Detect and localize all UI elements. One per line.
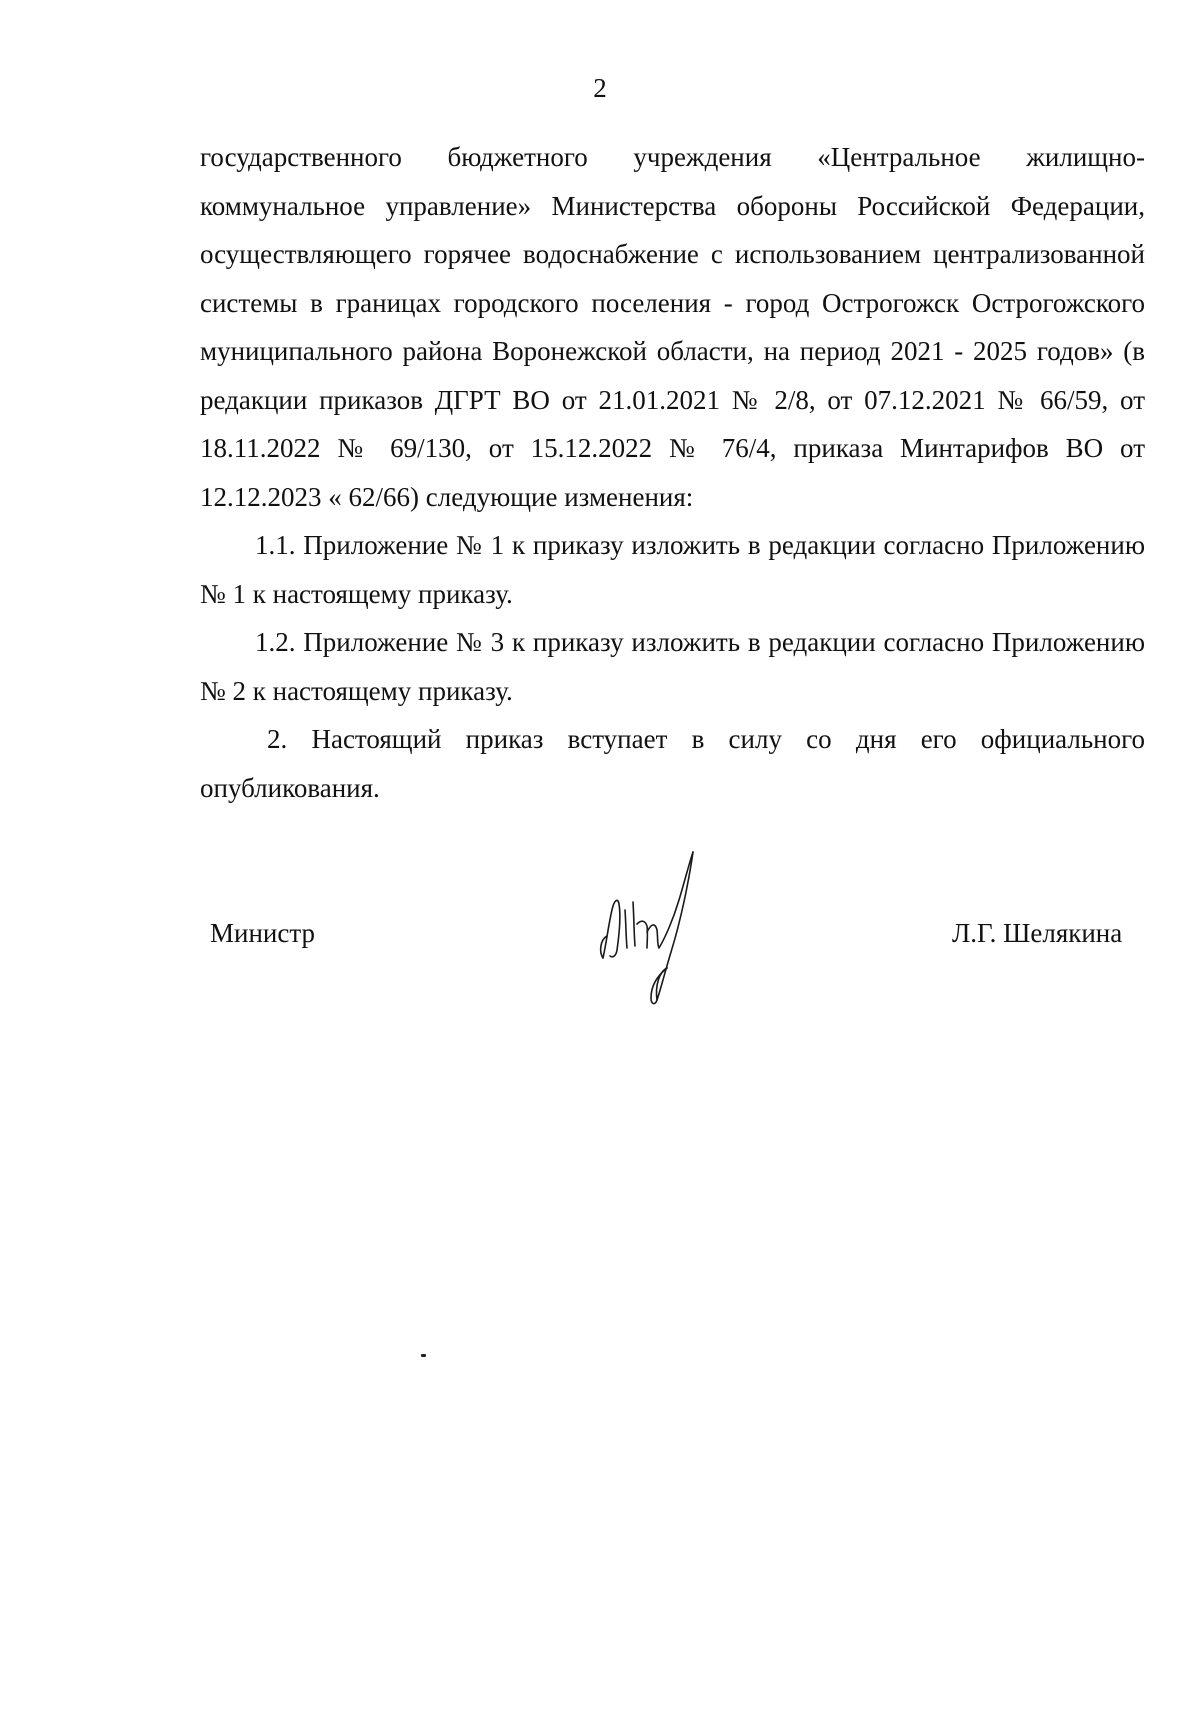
paragraph-item-1-2: 1.2. Приложение № 3 к приказу изложить в редакции согласно Приложению № 2 к настоящему приказу. xyxy=(200,627,1145,706)
scan-speck xyxy=(421,1354,426,1357)
paragraph-item-2: 2. Настоящий приказ вступает в силу со дня его официального опубликования. xyxy=(200,724,1145,803)
paragraph-continuation: государственного бюджетного учреждения «Центральное жилищно-коммунальное управление» Министерства обороны Российской Федерации, осуществляющего горячее водоснабжение с использованием централизованной системы в границах городского поселения - город Острогожск Острогожского муниципального района Воронежской области, на период 2021 - 2025 годов» (в редакции приказов ДГРТ ВО от 21.01.2021 № 2/8, от 07.12.2021 № 66/59, от 18.11.2022 № 69/130, от 15.12.2022 № 76/4, приказа Минтарифов ВО от 12.12.2023 « 62/66) следующие изменения: xyxy=(200,142,1145,512)
paragraph-item-1-1: 1.1. Приложение № 1 к приказу изложить в редакции согласно Приложению № 1 к настоящему приказу. xyxy=(200,530,1145,609)
document-body xyxy=(200,133,1145,812)
handwritten-signature xyxy=(585,840,715,1010)
page-number: 2 xyxy=(593,73,607,103)
signer-name: Л.Г. Шелякина xyxy=(952,918,1123,948)
signer-title: Министр xyxy=(210,918,315,948)
signature-block xyxy=(0,895,1200,1015)
